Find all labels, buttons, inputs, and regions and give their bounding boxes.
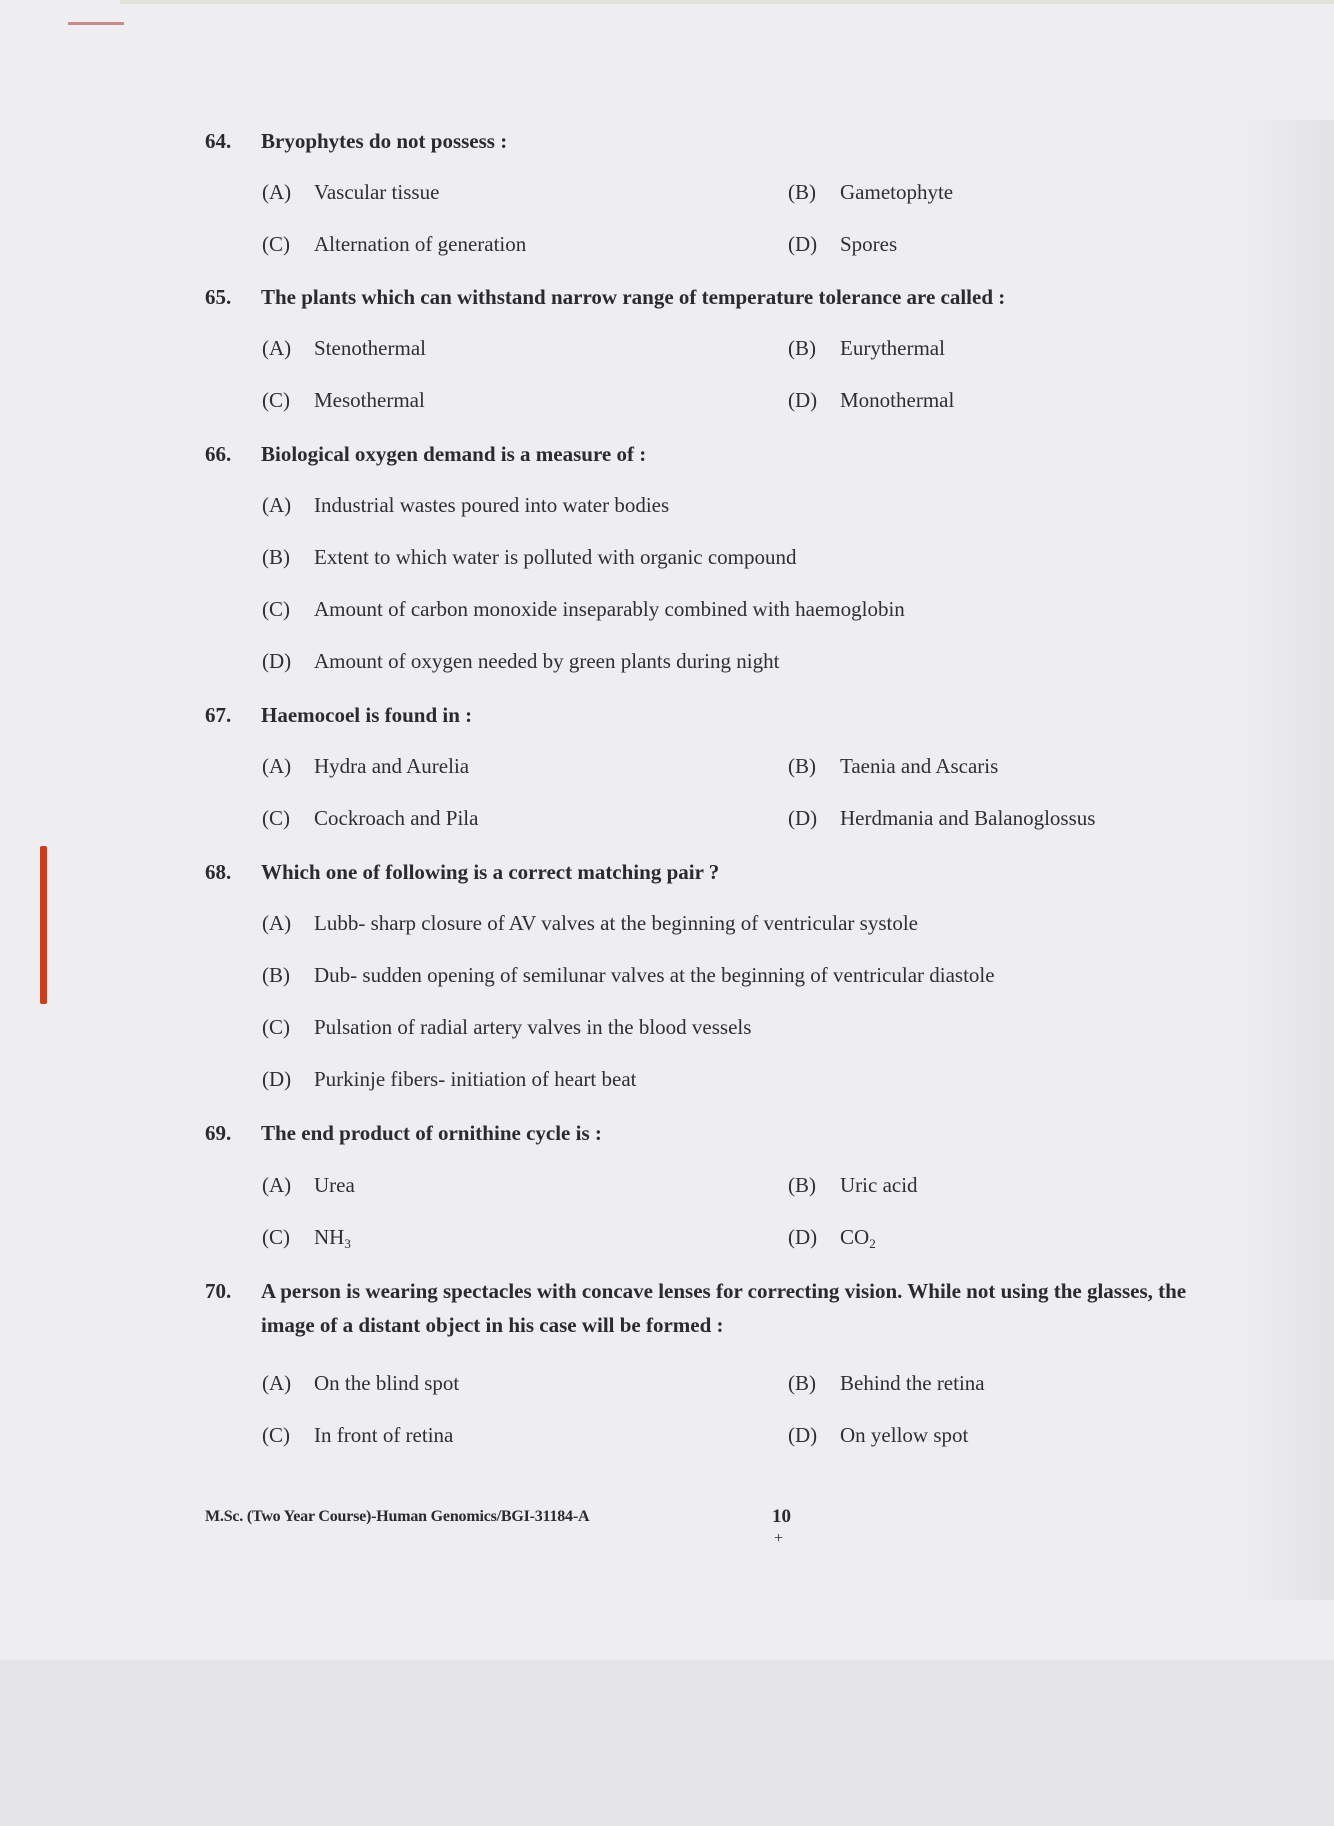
option-b: (B) Uric acid [788, 1173, 918, 1197]
question-number: 64. [205, 129, 232, 153]
question-text: Bryophytes do not possess : [261, 129, 508, 153]
option-d: (D) Amount of oxygen needed by green plants during night [262, 649, 780, 673]
option-c: (C) Amount of carbon monoxide inseparably combined with haemoglobin [262, 597, 905, 621]
question-number: 66. [205, 442, 232, 466]
top-edge-band [120, 0, 1334, 4]
option-a: (A) Lubb- sharp closure of AV valves at the beginning of ventricular systole [262, 911, 919, 935]
option-c: (C) In front of retina [262, 1423, 454, 1447]
option-d: (D) Purkinje fibers- initiation of heart beat [262, 1067, 637, 1091]
option-c: (C) Mesothermal [262, 388, 425, 412]
question-text: A person is wearing spectacles with concave lenses for correcting vision. While not using the glasses, the image of a distant object in his case will be formed : [261, 1279, 1187, 1337]
question-70 [205, 1274, 1241, 1342]
question-64 [205, 124, 507, 158]
option-b: (B) Behind the retina [788, 1371, 985, 1395]
page-bottom-margin [0, 1660, 1334, 1826]
question-68 [205, 855, 719, 889]
margin-red-mark [40, 846, 47, 1004]
option-d: (D) Monothermal [788, 388, 955, 412]
option-b: (B) Extent to which water is polluted with organic compound [262, 545, 797, 569]
footer-course-code: M.Sc. (Two Year Course)-Human Genomics/BGI-31184-A [205, 1508, 590, 1525]
question-67 [205, 698, 472, 732]
question-number: 65. [205, 285, 232, 309]
page-number: 10 [772, 1506, 791, 1527]
question-69 [205, 1116, 602, 1150]
question-text: Which one of following is a correct matching pair ? [261, 860, 720, 884]
option-c: (C) Alternation of generation [262, 232, 527, 256]
option-a: (A) On the blind spot [262, 1371, 460, 1395]
option-c: (C) $NH_3$ [262, 1225, 351, 1251]
question-text: The plants which can withstand narrow range of temperature tolerance are called : [261, 285, 1006, 309]
question-65 [205, 280, 1005, 314]
question-text: The end product of ornithine cycle is : [261, 1121, 602, 1145]
option-d: (D) Herdmania and Balanoglossus [788, 806, 1096, 830]
question-number: 69. [205, 1121, 232, 1145]
question-66 [205, 437, 646, 471]
question-text: Biological oxygen demand is a measure of : [261, 442, 647, 466]
option-c: (C) Pulsation of radial artery valves in the blood vessels [262, 1015, 752, 1039]
question-number: 67. [205, 703, 232, 727]
option-c: (C) Cockroach and Pila [262, 806, 479, 830]
option-a: (A) Industrial wastes poured into water bodies [262, 493, 670, 517]
option-a: (A) Hydra and Aurelia [262, 754, 470, 778]
option-b: (B) Eurythermal [788, 336, 945, 360]
question-number: 70. [205, 1279, 232, 1303]
option-b: (B) Dub- sudden opening of semilunar valves at the beginning of ventricular diastole [262, 963, 995, 987]
option-a: (A) Urea [262, 1173, 355, 1197]
bleed-through-shadow [1244, 120, 1334, 1600]
option-b: (B) Gametophyte [788, 180, 954, 204]
option-a: (A) Vascular tissue [262, 180, 440, 204]
option-d: (D) On yellow spot [788, 1423, 969, 1447]
option-d: (D) Spores [788, 232, 898, 256]
registration-mark: + [774, 1530, 784, 1547]
question-number: 68. [205, 860, 232, 884]
option-b: (B) Taenia and Ascaris [788, 754, 999, 778]
option-a: (A) Stenothermal [262, 336, 426, 360]
top-corner-mark [68, 22, 124, 25]
option-d: (D) $CO_2$ [788, 1225, 876, 1251]
question-text: Haemocoel is found in : [261, 703, 473, 727]
